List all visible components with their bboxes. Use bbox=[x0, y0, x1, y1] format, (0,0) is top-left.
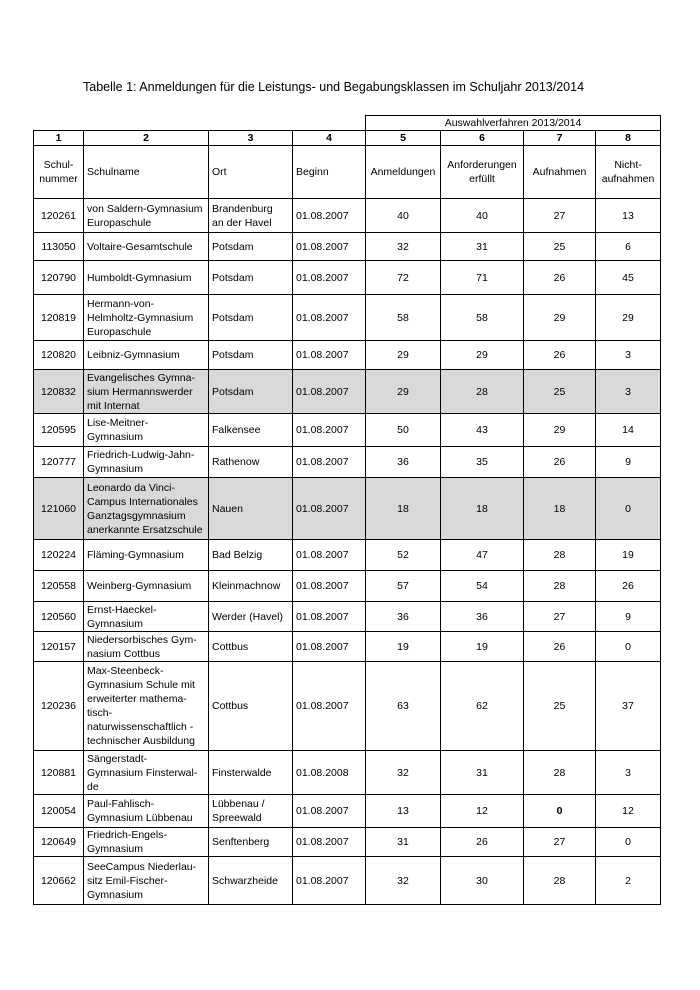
cell-line: Sängerstadt- bbox=[87, 752, 148, 765]
cell-anforderungen: 28 bbox=[441, 370, 524, 414]
cell-anforderungen: 19 bbox=[441, 632, 524, 662]
cell-anmeldungen: 52 bbox=[366, 540, 441, 571]
cell-nichtaufnahmen: 9 bbox=[596, 602, 661, 632]
cell-schulname bbox=[84, 199, 209, 233]
cell-schulnummer: 120790 bbox=[34, 261, 84, 295]
cell-line: SeeCampus Niederlau- bbox=[87, 860, 197, 873]
cell-aufnahmen: 0 bbox=[524, 795, 596, 828]
cell-beginn: 01.08.2007 bbox=[293, 540, 366, 571]
cell-nichtaufnahmen: 14 bbox=[596, 414, 661, 447]
cell-beginn: 01.08.2007 bbox=[293, 828, 366, 857]
cell-nichtaufnahmen: 9 bbox=[596, 447, 661, 478]
cell-schulnummer: 120662 bbox=[34, 857, 84, 905]
cell-line: Paul-Fahlisch- bbox=[87, 798, 155, 810]
cell-beginn: 01.08.2007 bbox=[293, 602, 366, 632]
cell-schulnummer: 120832 bbox=[34, 370, 84, 414]
cell-schulname bbox=[84, 233, 209, 261]
cell-schulname bbox=[84, 447, 209, 478]
cell-line: Ganztagsgymnasium bbox=[87, 509, 186, 522]
cell-aufnahmen: 26 bbox=[524, 341, 596, 370]
cell-anforderungen: 31 bbox=[441, 233, 524, 261]
cell-beginn: 01.08.2007 bbox=[293, 632, 366, 662]
cell-anforderungen: 43 bbox=[441, 414, 524, 447]
cell-schulname bbox=[84, 414, 209, 447]
cell-schulnummer: 120777 bbox=[34, 447, 84, 478]
header-nichtaufnahmen bbox=[596, 146, 661, 199]
cell-anmeldungen: 57 bbox=[366, 571, 441, 602]
col-number: 5 bbox=[366, 131, 441, 146]
cell-line: Leonardo da Vinci- bbox=[87, 481, 175, 494]
cell-anmeldungen: 32 bbox=[366, 233, 441, 261]
cell-aufnahmen: 26 bbox=[524, 632, 596, 662]
cell-line: erweiterter mathema- bbox=[87, 693, 187, 705]
cell-beginn: 01.08.2007 bbox=[293, 571, 366, 602]
cell-beginn: 01.08.2007 bbox=[293, 795, 366, 828]
cell-anforderungen: 40 bbox=[441, 199, 524, 233]
cell-line: Niedersorbisches Gym- bbox=[87, 633, 197, 646]
cell-line: Cottbus bbox=[212, 700, 249, 712]
cell-ort bbox=[209, 828, 293, 857]
column-number-row bbox=[34, 131, 661, 146]
cell-line: Hermann-von- bbox=[87, 297, 155, 310]
cell-line: Friedrich-Ludwig-Jahn- bbox=[87, 449, 195, 461]
col-number: 1 bbox=[34, 131, 84, 146]
col-number: 4 bbox=[293, 131, 366, 146]
cell-line: Senftenberg bbox=[212, 836, 270, 848]
cell-schulname bbox=[84, 632, 209, 662]
cell-line: Schwarzheide bbox=[212, 874, 278, 887]
table-row bbox=[34, 341, 661, 370]
cell-anmeldungen: 36 bbox=[366, 602, 441, 632]
cell-schulname bbox=[84, 751, 209, 795]
cell-nichtaufnahmen: 0 bbox=[596, 632, 661, 662]
cell-anmeldungen: 32 bbox=[366, 857, 441, 905]
cell-line: Lübbenau / bbox=[212, 798, 265, 810]
cell-schulnummer: 120819 bbox=[34, 295, 84, 341]
cell-line: tisch- bbox=[87, 707, 113, 719]
table-row bbox=[34, 751, 661, 795]
column-header-row bbox=[34, 146, 661, 199]
cell-aufnahmen: 18 bbox=[524, 478, 596, 540]
cell-line: Evangelisches Gymna- bbox=[87, 371, 195, 384]
cell-ort bbox=[209, 602, 293, 632]
cell-line: Gymnasium bbox=[87, 463, 144, 475]
cell-beginn: 01.08.2008 bbox=[293, 751, 366, 795]
table-title: Tabelle 1: Anmeldungen für die Leistungs- und Begabungsklassen im Schuljahr 2013/2014 bbox=[83, 80, 585, 94]
cell-schulnummer: 113050 bbox=[34, 233, 84, 261]
group-header: Auswahlverfahren 2013/2014 bbox=[366, 116, 661, 131]
cell-anmeldungen: 19 bbox=[366, 632, 441, 662]
cell-anforderungen: 30 bbox=[441, 857, 524, 905]
cell-schulname bbox=[84, 571, 209, 602]
cell-aufnahmen: 28 bbox=[524, 751, 596, 795]
cell-ort bbox=[209, 341, 293, 370]
cell-schulname bbox=[84, 341, 209, 370]
table-row bbox=[34, 828, 661, 857]
header-schulnummer bbox=[34, 146, 84, 199]
cell-anforderungen: 47 bbox=[441, 540, 524, 571]
cell-line: Weinberg-Gymnasium bbox=[87, 580, 192, 592]
cell-schulname bbox=[84, 370, 209, 414]
cell-beginn: 01.08.2007 bbox=[293, 233, 366, 261]
cell-schulname bbox=[84, 478, 209, 540]
header-anforderungen bbox=[441, 146, 524, 199]
cell-line: naturwissenschaftlich - bbox=[87, 721, 194, 733]
cell-line: Gymnasium Schule mit bbox=[87, 679, 195, 691]
cell-anmeldungen: 32 bbox=[366, 751, 441, 795]
cell-schulname bbox=[84, 540, 209, 571]
cell-ort bbox=[209, 751, 293, 795]
cell-line: Kleinmachnow bbox=[212, 580, 281, 592]
cell-beginn: 01.08.2007 bbox=[293, 261, 366, 295]
cell-schulnummer: 120595 bbox=[34, 414, 84, 447]
table-row bbox=[34, 857, 661, 905]
table-row bbox=[34, 540, 661, 571]
cell-line: Max-Steenbeck- bbox=[87, 665, 164, 677]
cell-schulname bbox=[84, 857, 209, 905]
cell-line: Leibniz-Gymnasium bbox=[87, 349, 180, 361]
cell-ort bbox=[209, 478, 293, 540]
cell-line: Gymnasium bbox=[87, 617, 144, 630]
cell-ort bbox=[209, 571, 293, 602]
table-row bbox=[34, 632, 661, 662]
cell-schulname bbox=[84, 261, 209, 295]
col-number: 2 bbox=[84, 131, 209, 146]
cell-anmeldungen: 31 bbox=[366, 828, 441, 857]
cell-nichtaufnahmen: 13 bbox=[596, 199, 661, 233]
cell-anmeldungen: 29 bbox=[366, 370, 441, 414]
table-row bbox=[34, 662, 661, 751]
header-line: Anforderungen bbox=[447, 159, 517, 171]
cell-schulname bbox=[84, 295, 209, 341]
cell-schulname bbox=[84, 795, 209, 828]
table-row bbox=[34, 295, 661, 341]
cell-beginn: 01.08.2007 bbox=[293, 478, 366, 540]
cell-line: Potsdam bbox=[212, 271, 254, 284]
cell-line: an der Havel bbox=[212, 216, 272, 229]
cell-schulnummer: 120157 bbox=[34, 632, 84, 662]
cell-anmeldungen: 40 bbox=[366, 199, 441, 233]
cell-aufnahmen: 25 bbox=[524, 233, 596, 261]
cell-nichtaufnahmen: 6 bbox=[596, 233, 661, 261]
cell-nichtaufnahmen: 29 bbox=[596, 295, 661, 341]
cell-line: Friedrich-Engels- bbox=[87, 829, 167, 841]
cell-aufnahmen: 27 bbox=[524, 828, 596, 857]
cell-aufnahmen: 27 bbox=[524, 199, 596, 233]
cell-line: Rathenow bbox=[212, 456, 260, 468]
cell-line: sium Hermannswerder bbox=[87, 385, 193, 398]
cell-line: Lise-Meitner- bbox=[87, 417, 149, 429]
cell-beginn: 01.08.2007 bbox=[293, 447, 366, 478]
header-line: Nicht- bbox=[614, 159, 642, 171]
cell-anforderungen: 18 bbox=[441, 478, 524, 540]
col-number: 3 bbox=[209, 131, 293, 146]
header-line: nummer bbox=[39, 173, 78, 185]
cell-anforderungen: 58 bbox=[441, 295, 524, 341]
cell-anforderungen: 35 bbox=[441, 447, 524, 478]
cell-ort bbox=[209, 233, 293, 261]
registrations-table bbox=[33, 115, 661, 905]
cell-ort bbox=[209, 447, 293, 478]
cell-line: Voltaire-Gesamtschule bbox=[87, 240, 193, 253]
cell-line: Nauen bbox=[212, 502, 243, 515]
cell-anmeldungen: 58 bbox=[366, 295, 441, 341]
cell-nichtaufnahmen: 3 bbox=[596, 751, 661, 795]
cell-beginn: 01.08.2007 bbox=[293, 199, 366, 233]
table-row bbox=[34, 261, 661, 295]
cell-beginn: 01.08.2007 bbox=[293, 341, 366, 370]
cell-aufnahmen: 26 bbox=[524, 261, 596, 295]
cell-schulname bbox=[84, 602, 209, 632]
table-row bbox=[34, 571, 661, 602]
cell-aufnahmen: 27 bbox=[524, 602, 596, 632]
header-line: aufnahmen bbox=[601, 173, 655, 185]
table-row bbox=[34, 795, 661, 828]
cell-line: de bbox=[87, 780, 99, 793]
cell-line: Potsdam bbox=[212, 311, 254, 324]
cell-ort bbox=[209, 857, 293, 905]
cell-anmeldungen: 18 bbox=[366, 478, 441, 540]
cell-line: sitz Emil-Fischer- bbox=[87, 874, 168, 887]
cell-ort bbox=[209, 795, 293, 828]
cell-schulnummer: 120236 bbox=[34, 662, 84, 751]
table-row bbox=[34, 447, 661, 478]
cell-line: Fläming-Gymnasium bbox=[87, 549, 184, 561]
table-row bbox=[34, 414, 661, 447]
cell-aufnahmen: 28 bbox=[524, 857, 596, 905]
cell-line: Gymnasium bbox=[87, 843, 144, 855]
header-anmeldungen: Anmeldungen bbox=[366, 146, 441, 199]
cell-ort bbox=[209, 295, 293, 341]
cell-aufnahmen: 25 bbox=[524, 662, 596, 751]
cell-anmeldungen: 29 bbox=[366, 341, 441, 370]
cell-aufnahmen: 29 bbox=[524, 295, 596, 341]
cell-line: Potsdam bbox=[212, 385, 254, 398]
cell-ort bbox=[209, 540, 293, 571]
header-ort: Ort bbox=[209, 146, 293, 199]
cell-anforderungen: 29 bbox=[441, 341, 524, 370]
cell-line: von Saldern-Gymnasium bbox=[87, 202, 203, 215]
cell-line: Falkensee bbox=[212, 424, 261, 436]
cell-anforderungen: 54 bbox=[441, 571, 524, 602]
cell-ort bbox=[209, 370, 293, 414]
header-aufnahmen: Aufnahmen bbox=[524, 146, 596, 199]
group-header-row bbox=[34, 116, 661, 131]
cell-anforderungen: 12 bbox=[441, 795, 524, 828]
cell-line: technischer Ausbildung bbox=[87, 735, 195, 747]
cell-anforderungen: 62 bbox=[441, 662, 524, 751]
cell-anmeldungen: 50 bbox=[366, 414, 441, 447]
cell-aufnahmen: 29 bbox=[524, 414, 596, 447]
header-line: erfüllt bbox=[469, 173, 495, 185]
cell-schulname bbox=[84, 662, 209, 751]
cell-ort bbox=[209, 662, 293, 751]
table-row bbox=[34, 478, 661, 540]
cell-line: Gymnasium Finsterwal- bbox=[87, 766, 198, 779]
cell-line: Gymnasium Lübbenau bbox=[87, 812, 193, 824]
cell-schulnummer: 120881 bbox=[34, 751, 84, 795]
cell-anforderungen: 71 bbox=[441, 261, 524, 295]
cell-line: Europaschule bbox=[87, 325, 152, 338]
col-number: 6 bbox=[441, 131, 524, 146]
cell-line: Bad Belzig bbox=[212, 549, 263, 561]
cell-beginn: 01.08.2007 bbox=[293, 370, 366, 414]
col-number: 7 bbox=[524, 131, 596, 146]
header-schulname: Schulname bbox=[84, 146, 209, 199]
cell-nichtaufnahmen: 19 bbox=[596, 540, 661, 571]
col-number: 8 bbox=[596, 131, 661, 146]
cell-schulnummer: 121060 bbox=[34, 478, 84, 540]
cell-anmeldungen: 72 bbox=[366, 261, 441, 295]
cell-line: Potsdam bbox=[212, 240, 254, 253]
cell-nichtaufnahmen: 0 bbox=[596, 828, 661, 857]
cell-nichtaufnahmen: 0 bbox=[596, 478, 661, 540]
cell-line: Gymnasium bbox=[87, 888, 144, 901]
cell-schulnummer: 120261 bbox=[34, 199, 84, 233]
table-row bbox=[34, 199, 661, 233]
cell-beginn: 01.08.2007 bbox=[293, 295, 366, 341]
cell-line: Humboldt-Gymnasium bbox=[87, 271, 192, 284]
cell-ort bbox=[209, 414, 293, 447]
cell-beginn: 01.08.2007 bbox=[293, 662, 366, 751]
table-row bbox=[34, 602, 661, 632]
cell-line: Spreewald bbox=[212, 812, 262, 824]
cell-line: Cottbus bbox=[212, 640, 249, 653]
cell-aufnahmen: 28 bbox=[524, 540, 596, 571]
cell-nichtaufnahmen: 3 bbox=[596, 370, 661, 414]
cell-nichtaufnahmen: 2 bbox=[596, 857, 661, 905]
cell-schulnummer: 120820 bbox=[34, 341, 84, 370]
cell-line: Werder (Havel) bbox=[212, 610, 283, 623]
table-body bbox=[34, 116, 661, 905]
cell-anmeldungen: 36 bbox=[366, 447, 441, 478]
cell-anforderungen: 31 bbox=[441, 751, 524, 795]
cell-line: nasium Cottbus bbox=[87, 647, 160, 660]
table-row bbox=[34, 233, 661, 261]
cell-line: Campus Internationales bbox=[87, 495, 198, 508]
cell-anforderungen: 36 bbox=[441, 602, 524, 632]
cell-line: Gymnasium bbox=[87, 431, 144, 443]
cell-beginn: 01.08.2007 bbox=[293, 857, 366, 905]
cell-nichtaufnahmen: 26 bbox=[596, 571, 661, 602]
cell-line: Ernst-Haeckel- bbox=[87, 603, 157, 616]
cell-line: anerkannte Ersatzschule bbox=[87, 523, 203, 536]
cell-aufnahmen: 28 bbox=[524, 571, 596, 602]
cell-anmeldungen: 63 bbox=[366, 662, 441, 751]
cell-line: Potsdam bbox=[212, 349, 254, 361]
cell-anforderungen: 26 bbox=[441, 828, 524, 857]
cell-nichtaufnahmen: 12 bbox=[596, 795, 661, 828]
table-row bbox=[34, 370, 661, 414]
cell-ort bbox=[209, 261, 293, 295]
cell-line: Europaschule bbox=[87, 216, 152, 229]
cell-aufnahmen: 25 bbox=[524, 370, 596, 414]
cell-beginn: 01.08.2007 bbox=[293, 414, 366, 447]
cell-nichtaufnahmen: 45 bbox=[596, 261, 661, 295]
cell-line: Helmholtz-Gymnasium bbox=[87, 311, 194, 324]
cell-line: Brandenburg bbox=[212, 202, 273, 215]
cell-schulname bbox=[84, 828, 209, 857]
cell-nichtaufnahmen: 3 bbox=[596, 341, 661, 370]
header-beginn: Beginn bbox=[293, 146, 366, 199]
cell-line: Finsterwalde bbox=[212, 766, 272, 779]
cell-ort bbox=[209, 199, 293, 233]
cell-nichtaufnahmen: 37 bbox=[596, 662, 661, 751]
cell-line: mit Internat bbox=[87, 399, 140, 412]
cell-schulnummer: 120560 bbox=[34, 602, 84, 632]
cell-anmeldungen: 13 bbox=[366, 795, 441, 828]
cell-schulnummer: 120224 bbox=[34, 540, 84, 571]
cell-ort bbox=[209, 632, 293, 662]
cell-schulnummer: 120054 bbox=[34, 795, 84, 828]
cell-schulnummer: 120558 bbox=[34, 571, 84, 602]
cell-aufnahmen: 26 bbox=[524, 447, 596, 478]
cell-schulnummer: 120649 bbox=[34, 828, 84, 857]
header-line: Schul- bbox=[43, 159, 74, 171]
